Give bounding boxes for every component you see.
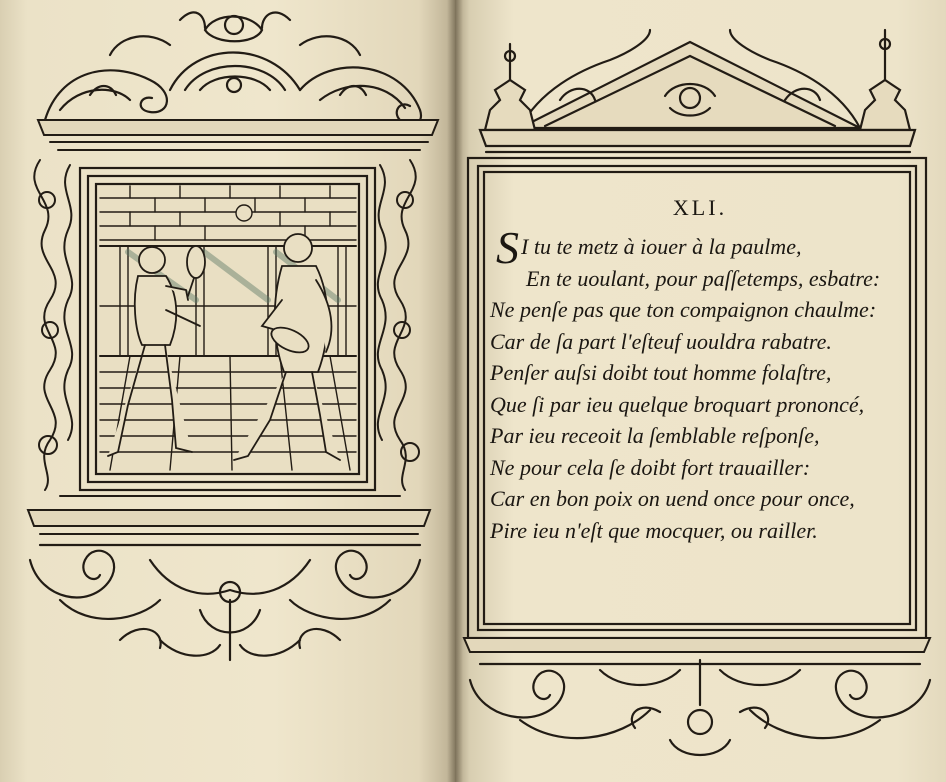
- left-top-cresting-ornament: [45, 12, 421, 125]
- verse-line-8: Ne pour cela ſe doibt fort trauailler:: [490, 454, 811, 480]
- right-pediment-ornament: [480, 30, 915, 152]
- verse-line-5: Penſer auſsi doibt tout homme folaſtre,: [490, 360, 832, 385]
- left-cornice: [38, 120, 438, 150]
- verse-line-2: En te uoulant, pour paſſetemps, esbatre:: [526, 265, 881, 291]
- verse-line-4: Car de ſa part l'eſteuf uouldra rabatre.: [490, 328, 832, 354]
- emblem-number: XLI.: [672, 195, 728, 220]
- ball-icon: [236, 205, 252, 221]
- right-finial-ornament: [860, 30, 910, 130]
- verse-line-9: Car en bon poix on uend once pour once,: [490, 486, 855, 511]
- verse-line-1: I tu te metz à iouer à la paulme,: [521, 234, 802, 259]
- drop-capital: S: [496, 222, 519, 273]
- verse-line-10: Pire ieu n'eſt que mocquer, ou railler.: [490, 517, 818, 543]
- right-base-moulding: [464, 638, 930, 652]
- verse-line-7: Par ieu receoit la ſemblable reſponſe,: [490, 423, 820, 448]
- cherub-face-ornament: [688, 710, 712, 734]
- emblem-text-block: [490, 195, 910, 546]
- left-bottom-scroll-ornament: [30, 545, 420, 660]
- left-finial-ornament: [485, 44, 535, 130]
- left-base-moulding: [28, 496, 430, 534]
- verse-line-6: Que ſi par ieu quelque broquart prononcé,: [490, 391, 865, 417]
- right-bottom-scroll-ornament: [470, 660, 930, 755]
- verse-line-3: Ne penſe pas que ton compaignon chaulme:: [490, 297, 877, 322]
